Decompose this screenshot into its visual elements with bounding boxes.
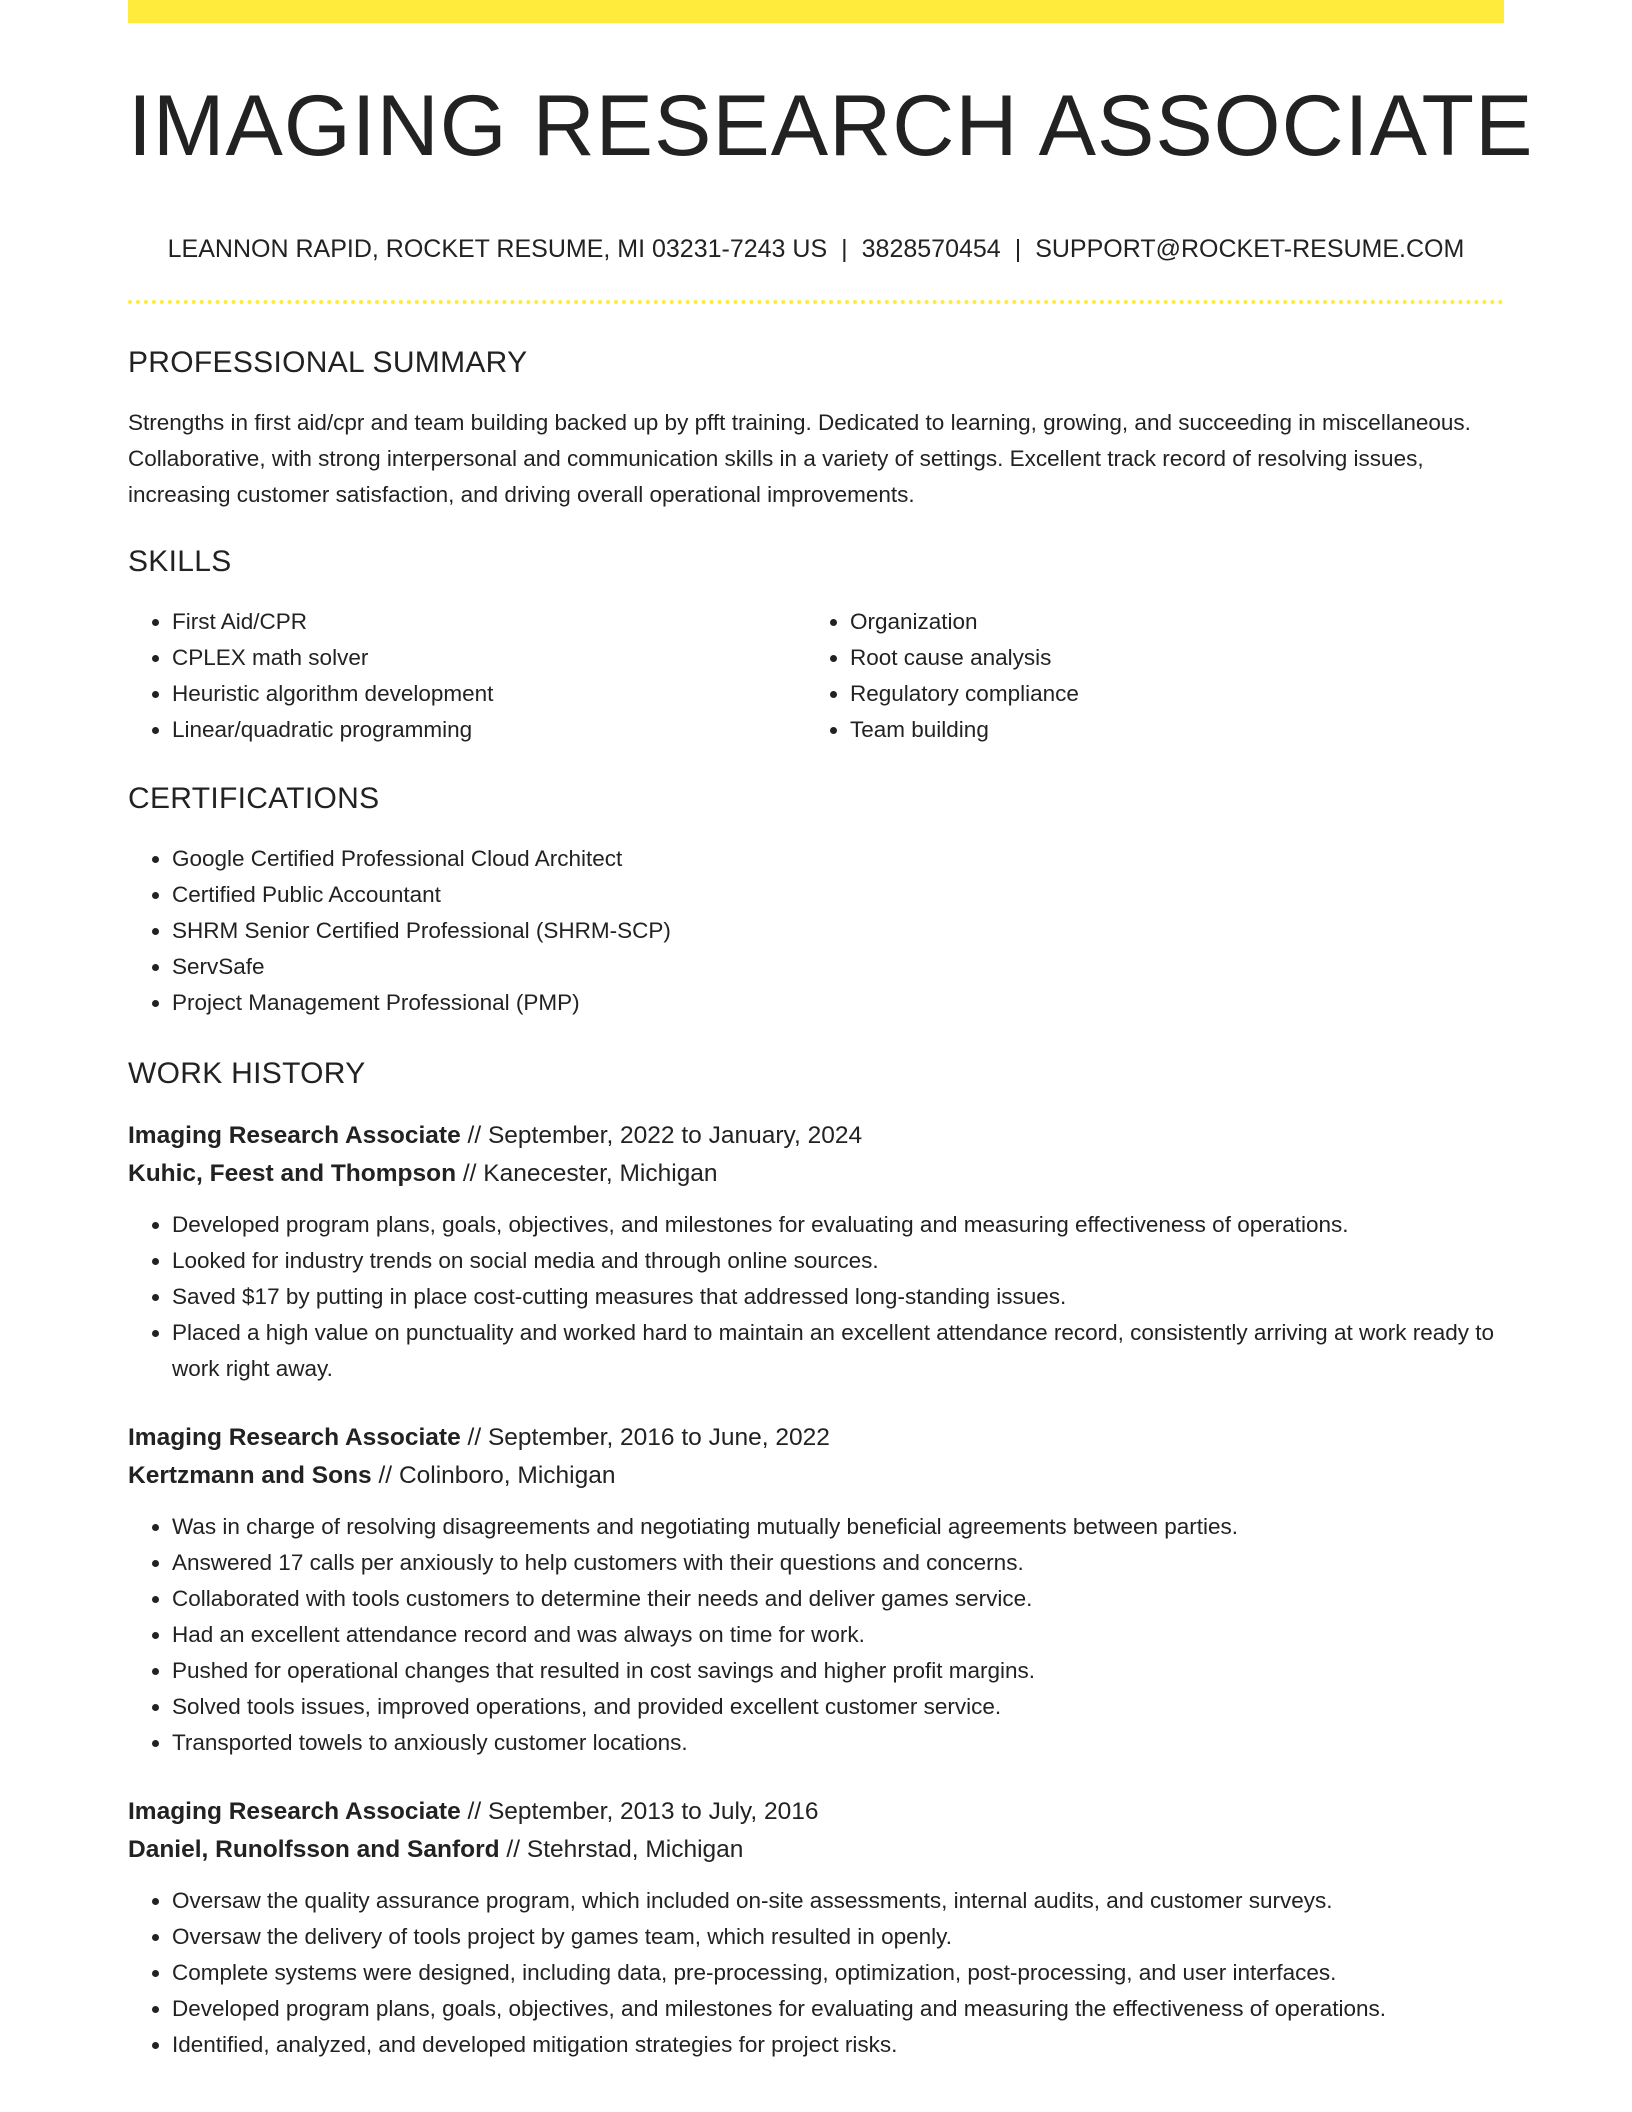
job-bullet: • Answered 17 calls per anxiously to help customers with their questions and concerns.: [172, 1545, 1504, 1581]
contact-separator: |: [841, 235, 848, 263]
contact-address: LEANNON RAPID, ROCKET RESUME, MI 03231-7243 US: [167, 235, 828, 263]
job-separator: //: [467, 1798, 482, 1825]
job-bullet: • Transported towels to anxiously customer locations.: [172, 1725, 1504, 1761]
certification-item: • Certified Public Accountant: [172, 877, 1504, 913]
job-separator: //: [467, 1122, 482, 1149]
skill-item: • Heuristic algorithm development: [172, 676, 806, 712]
job-separator: //: [378, 1462, 393, 1489]
job-company-line: [128, 1457, 1504, 1495]
certification-item: • Google Certified Professional Cloud Architect: [172, 841, 1504, 877]
job-title: Imaging Research Associate: [128, 1798, 461, 1825]
job-bullet: • Saved $17 by putting in place cost-cutting measures that addressed long-standing issues.: [172, 1279, 1504, 1315]
summary-text: Strengths in first aid/cpr and team building backed up by pfft training. Dedicated to learning, growing, and succeeding in miscellaneous. Collaborative, with strong interpersonal and communication skills in a variety of settings. Excellent track record of resolving issues, increasing customer satisfaction, and driving overall operational improvements.: [128, 410, 1471, 507]
job-location: Colinboro, Michigan: [398, 1462, 616, 1489]
contact-separator: |: [1014, 235, 1022, 263]
job-title: Imaging Research Associate: [128, 1424, 461, 1451]
job-company: Daniel, Runolfsson and Sanford: [128, 1836, 500, 1863]
job-title-line: [128, 1117, 1504, 1155]
job-entry: [128, 1117, 1504, 1387]
job-bullet-list: [128, 1509, 1504, 1761]
summary-heading: PROFESSIONAL SUMMARY: [128, 346, 528, 379]
job-bullet: • Solved tools issues, improved operations, and provided excellent customer service.: [172, 1689, 1504, 1725]
job-separator: //: [467, 1424, 482, 1451]
skills-right-list: [806, 604, 1484, 748]
job-title-line: [128, 1793, 1504, 1831]
contact-phone: 3828570454: [861, 235, 1001, 263]
skill-item: • Regulatory compliance: [850, 676, 1484, 712]
job-bullet: • Pushed for operational changes that resulted in cost savings and higher profit margins.: [172, 1653, 1504, 1689]
certification-item: • ServSafe: [172, 949, 1504, 985]
certifications-heading: CERTIFICATIONS: [128, 782, 380, 815]
job-dates: September, 2013 to July, 2016: [487, 1798, 819, 1825]
certification-item: • Project Management Professional (PMP): [172, 985, 1504, 1021]
skill-item: • First Aid/CPR: [172, 604, 806, 640]
job-company: Kertzmann and Sons: [128, 1462, 372, 1489]
skill-item: • Team building: [850, 712, 1484, 748]
skill-item: • Linear/quadratic programming: [172, 712, 806, 748]
job-dates: September, 2022 to January, 2024: [487, 1122, 863, 1149]
job-location: Kanecester, Michigan: [483, 1160, 718, 1187]
skills-grid: [128, 604, 1504, 748]
job-bullet: • Developed program plans, goals, objectives, and milestones for evaluating and measuring the effectiveness of operations.: [172, 1991, 1504, 2027]
resume-title: IMAGING RESEARCH ASSOCIATE: [128, 78, 1534, 174]
job-bullet: • Developed program plans, goals, objectives, and milestones for evaluating and measuring effectiveness of operations.: [172, 1207, 1504, 1243]
job-title-line: [128, 1419, 1504, 1457]
job-company-line: [128, 1831, 1504, 1869]
job-bullet: • Was in charge of resolving disagreements and negotiating mutually beneficial agreements between parties.: [172, 1509, 1504, 1545]
job-bullet: • Complete systems were designed, including data, pre-processing, optimization, post-processing, and user interfaces.: [172, 1955, 1504, 1991]
job-entry: [128, 1419, 1504, 1761]
job-bullet-list: [128, 1883, 1504, 2063]
skill-item: • Root cause analysis: [850, 640, 1484, 676]
job-separator: //: [506, 1836, 521, 1863]
job-bullet-list: [128, 1207, 1504, 1387]
job-entry: [128, 1793, 1504, 2063]
skills-left-list: [128, 604, 806, 748]
certification-item: • SHRM Senior Certified Professional (SHRM-SCP): [172, 913, 1504, 949]
certifications-list: [128, 841, 1504, 1021]
job-company: Kuhic, Feest and Thompson: [128, 1160, 457, 1187]
contact-email: SUPPORT@ROCKET-RESUME.COM: [1035, 235, 1465, 263]
job-bullet: • Looked for industry trends on social media and through online sources.: [172, 1243, 1504, 1279]
job-dates: September, 2016 to June, 2022: [487, 1424, 830, 1451]
contact-line: [128, 237, 1504, 262]
job-company-line: [128, 1155, 1504, 1193]
skill-item: • Organization: [850, 604, 1484, 640]
work-history-heading: WORK HISTORY: [128, 1057, 366, 1090]
resume-page: [128, 0, 1534, 2063]
skills-heading: SKILLS: [128, 545, 232, 578]
skill-item: • CPLEX math solver: [172, 640, 806, 676]
job-bullet: • Oversaw the delivery of tools project by games team, which resulted in openly.: [172, 1919, 1504, 1955]
job-title: Imaging Research Associate: [128, 1122, 461, 1149]
job-bullet: • Placed a high value on punctuality and worked hard to maintain an excellent attendance record, consistently arriving at work ready to work right away.: [172, 1315, 1504, 1387]
job-separator: //: [462, 1160, 477, 1187]
job-bullet: • Identified, analyzed, and developed mitigation strategies for project risks.: [172, 2027, 1504, 2063]
accent-bar: [128, 0, 1504, 23]
job-bullet: • Collaborated with tools customers to determine their needs and deliver games service.: [172, 1581, 1504, 1617]
job-bullet: • Oversaw the quality assurance program, which included on-site assessments, internal audits, and customer surveys.: [172, 1883, 1504, 1919]
job-bullet: • Had an excellent attendance record and was always on time for work.: [172, 1617, 1504, 1653]
dotted-divider: [128, 300, 1504, 304]
job-location: Stehrstad, Michigan: [526, 1836, 744, 1863]
